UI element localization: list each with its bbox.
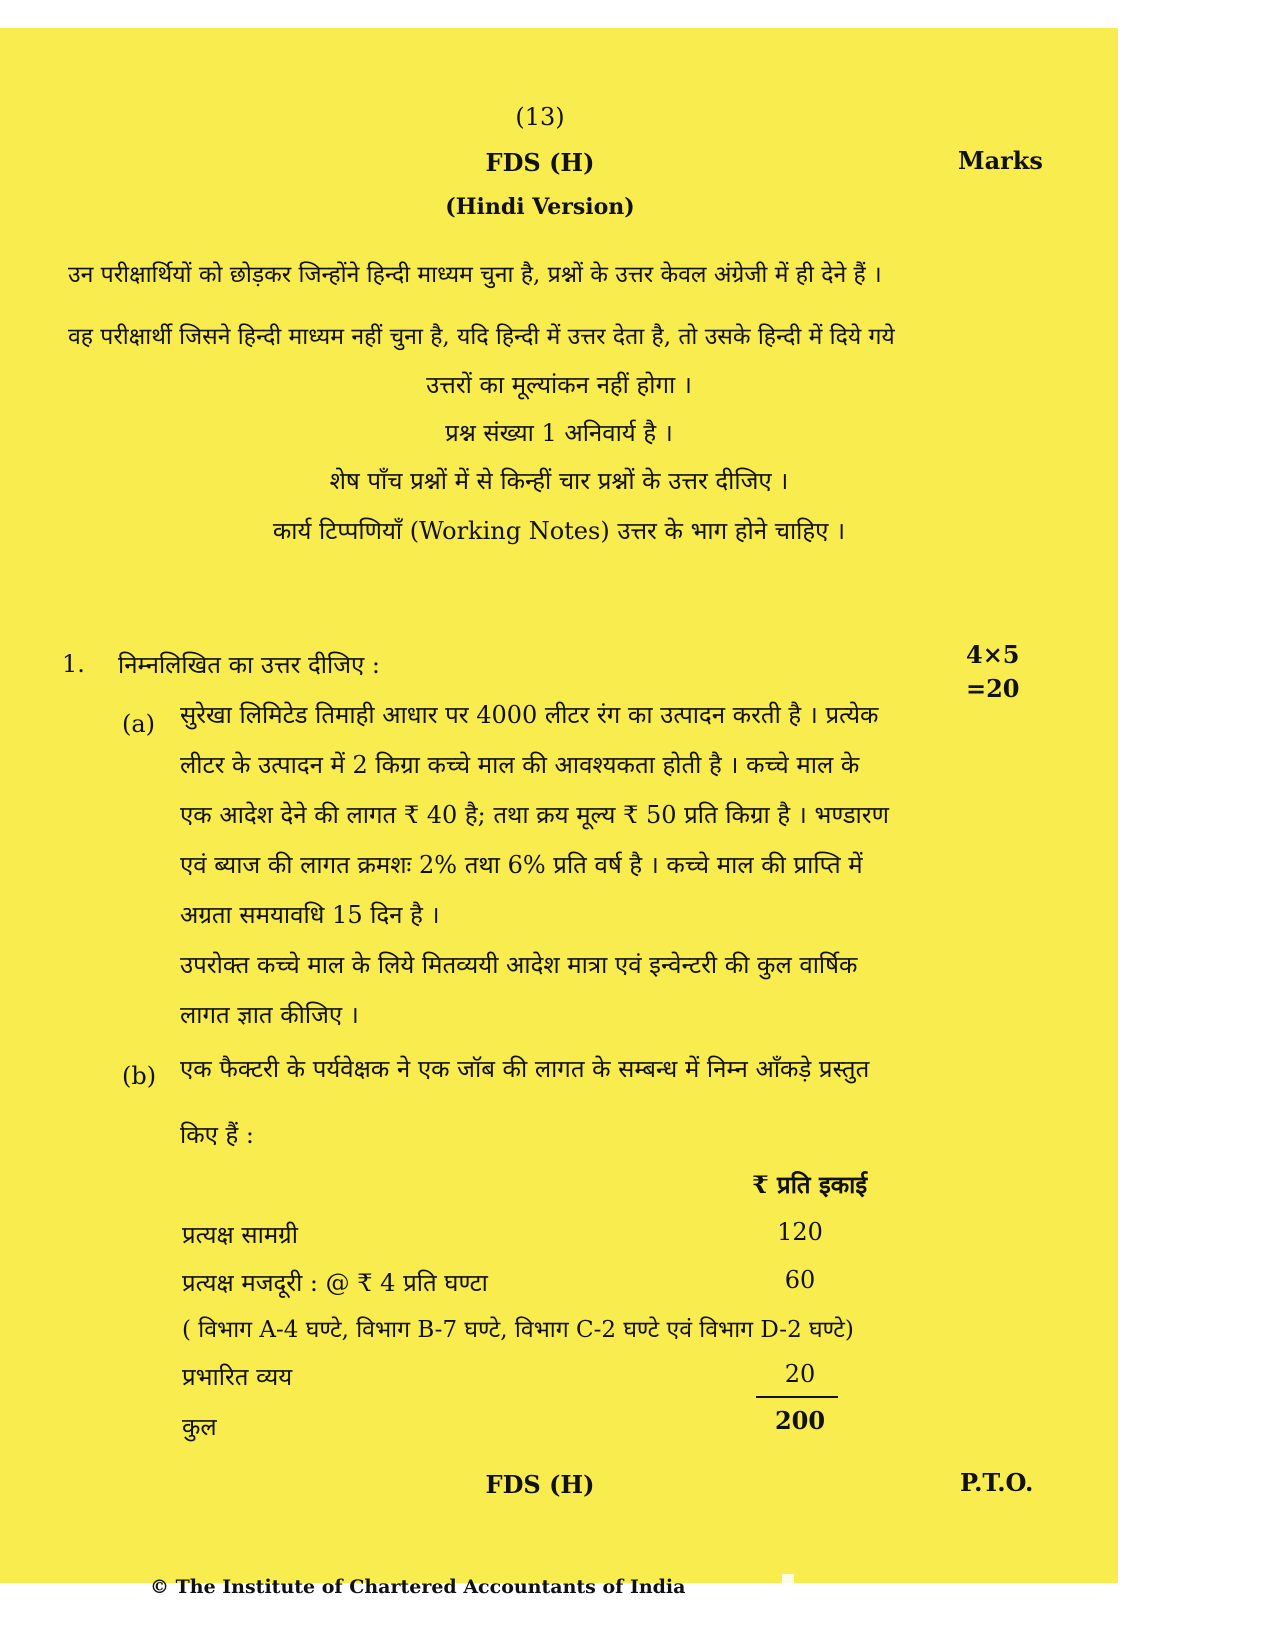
part-a-line: सुरेखा लिमिटेड तिमाही आधार पर 4000 लीटर रंग का उत्पादन करती है । प्रत्येक <box>180 701 879 729</box>
total-value: 200 <box>774 1406 826 1435</box>
part-a-line: लीटर के उत्पादन में 2 किग्रा कच्चे माल की आवश्यकता होती है । कच्चे माल के <box>180 751 860 779</box>
cost-row-value: 20 <box>784 1360 816 1388</box>
scan-mark <box>146 1600 156 1636</box>
total-label: कुल <box>182 1413 217 1441</box>
part-a-line: उपरोक्त कच्चे माल के लिये मितव्ययी आदेश मात्रा एवं इन्वेन्टरी की कुल वार्षिक <box>180 951 858 979</box>
part-b-line-2: किए हैं : <box>180 1121 255 1149</box>
part-a-label: (a) <box>122 710 156 738</box>
question-number: 1. <box>62 650 85 678</box>
cost-row-value: 120 <box>777 1218 823 1246</box>
paper-code-footer: FDS (H) <box>485 1470 595 1499</box>
part-a-line: लागत ज्ञात कीजिए । <box>180 1001 359 1029</box>
cost-row-label: प्रत्यक्ष सामग्री <box>182 1221 298 1249</box>
copyright-text: © The Institute of Chartered Accountants of India <box>150 1576 686 1598</box>
question-marks-2: =20 <box>966 674 1020 703</box>
page-number: (13) <box>515 103 565 131</box>
part-a-line: एवं ब्याज की लागत क्रमशः 2% तथा 6% प्रति वर्ष है । कच्चे माल की प्राप्ति में <box>180 851 863 879</box>
instruction-2b: उत्तरों का मूल्यांकन नहीं होगा । <box>426 371 692 399</box>
instruction-5: कार्य टिप्पणियाँ (Working Notes) उत्तर के भाग होने चाहिए । <box>272 517 846 545</box>
marks-heading: Marks <box>958 146 1043 175</box>
scan-mark <box>782 1574 794 1624</box>
total-rule <box>756 1396 838 1398</box>
instruction-1: उन परीक्षार्थियों को छोड़कर जिन्होंने हिन्दी माध्यम चुना है, प्रश्नों के उत्तर केवल अंग्रेजी में ही देने हैं । <box>68 262 882 288</box>
pto-label: P.T.O. <box>960 1468 1034 1497</box>
instruction-3: प्रश्न संख्या 1 अनिवार्य है । <box>445 419 673 447</box>
part-a-line: एक आदेश देने की लागत ₹ 40 है; तथा क्रय मूल्य ₹ 50 प्रति किग्रा है । भण्डारण <box>180 801 889 829</box>
cost-row-value: 60 <box>784 1266 816 1294</box>
instruction-4: शेष पाँच प्रश्नों में से किन्हीं चार प्रश्नों के उत्तर दीजिए । <box>329 467 789 495</box>
cost-row-label: ( विभाग A-4 घण्टे, विभाग B-7 घण्टे, विभाग C-2 घण्टे एवं विभाग D-2 घण्टे) <box>182 1317 854 1343</box>
cost-column-header: ₹ प्रति इकाई <box>752 1170 868 1199</box>
paper-code-header: FDS (H) <box>485 148 595 177</box>
part-b-label: (b) <box>122 1062 157 1090</box>
version-label: (Hindi Version) <box>445 194 635 220</box>
cost-row-label: प्रभारित व्यय <box>182 1363 293 1391</box>
question-marks-1: 4×5 <box>966 640 1020 669</box>
part-a-line: अग्रता समयावधि 15 दिन है । <box>180 901 440 929</box>
part-b-line-1: एक फैक्टरी के पर्यवेक्षक ने एक जॉब की लागत के सम्बन्ध में निम्न आँकड़े प्रस्तुत <box>180 1055 870 1083</box>
instruction-2a: वह परीक्षार्थी जिसने हिन्दी माध्यम नहीं चुना है, यदि हिन्दी में उत्तर देता है, तो उसके हिन्दी में दिये गये <box>68 324 895 350</box>
question-prompt: निम्नलिखित का उत्तर दीजिए : <box>118 651 381 679</box>
cost-row-label: प्रत्यक्ष मजदूरी : @ ₹ 4 प्रति घण्टा <box>182 1269 488 1297</box>
